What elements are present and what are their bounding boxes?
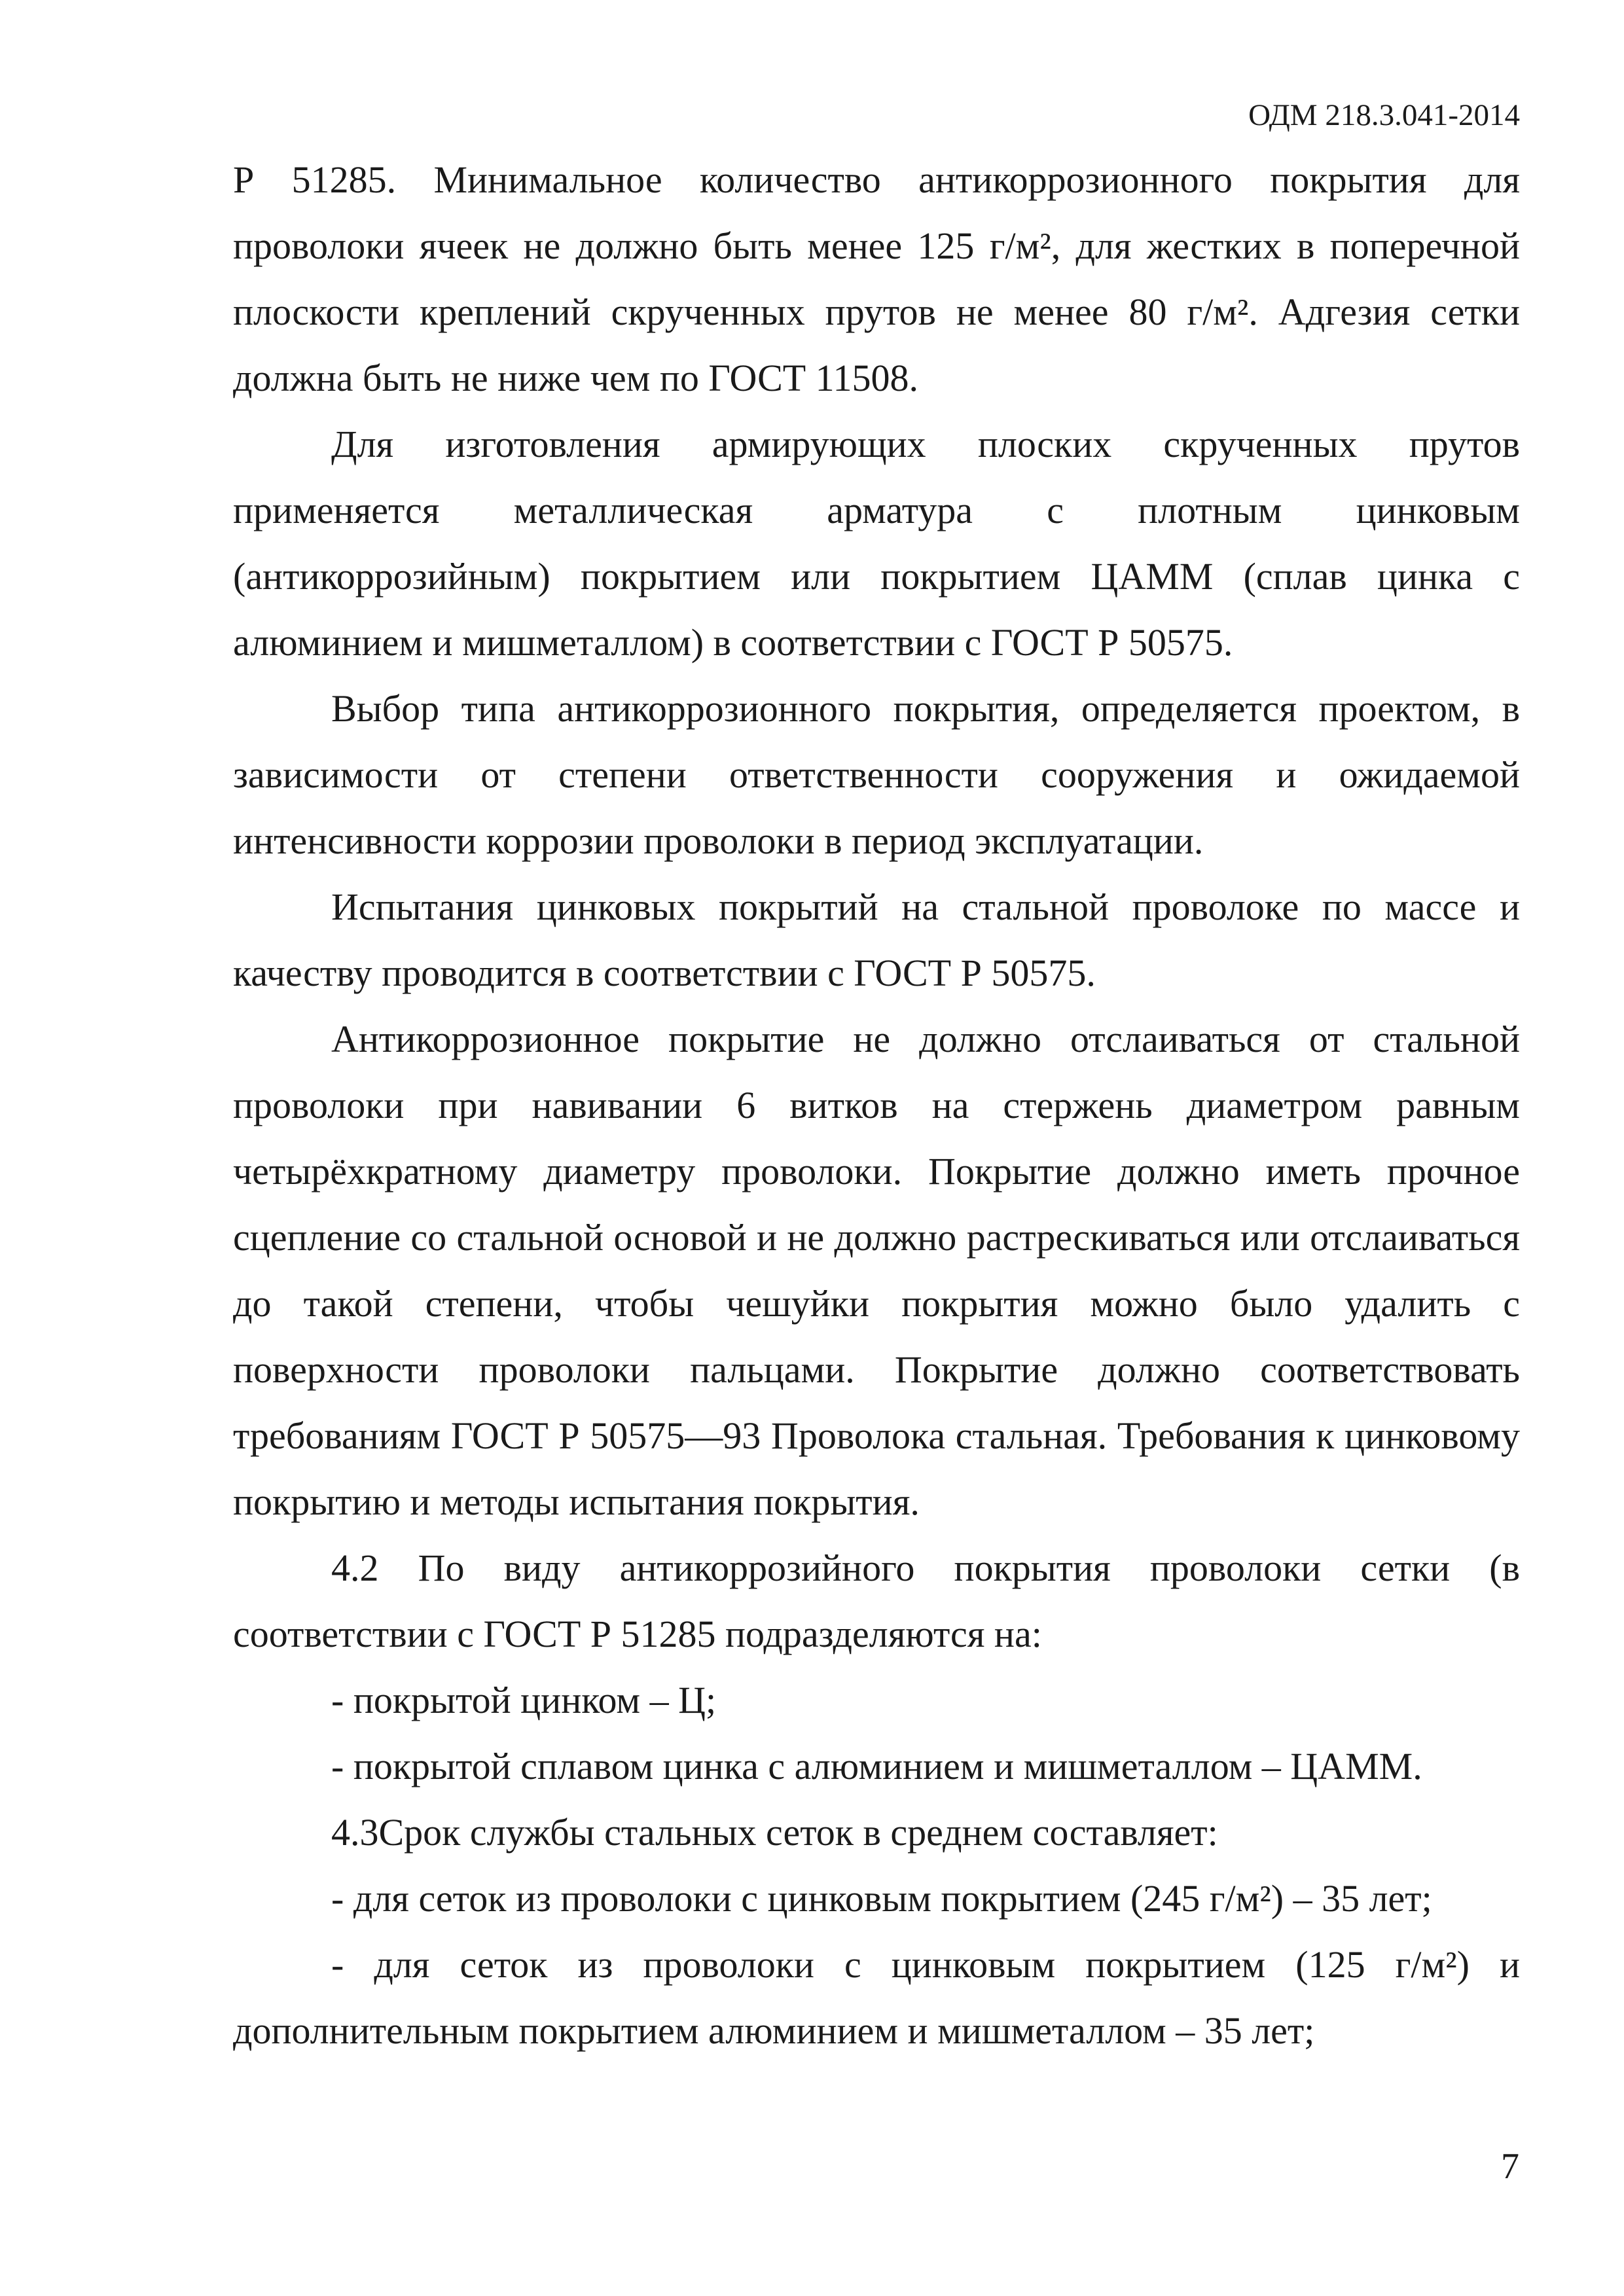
paragraph-section-4-2: 4.2 По виду антикоррозийного покрытия проволоки сетки (в соответствии с ГОСТ Р 51285 подразделяются на: xyxy=(233,1547,1520,1655)
list-item: - покрытой сплавом цинка с алюминием и мишметаллом – ЦАММ. xyxy=(331,1745,1422,1787)
paragraph-coating-choice: Выбор типа антикоррозионного покрытия, определяется проектом, в зависимости от степени ответственности сооружения и ожидаемой интенсивности коррозии проволоки в период эксплуатации. xyxy=(233,687,1520,862)
paragraph-continuation: Р 51285. Минимальное количество антикоррозионного покрытия для проволоки ячеек не должно быть менее 125 г/м², для жестких в поперечной плоскости креплений скрученных прутов не менее 80 г/м². Адгезия сетки должна быть не ниже чем по ГОСТ 11508. xyxy=(233,158,1520,399)
list-item: - для сеток из проволоки с цинковым покрытием (245 г/м²) – 35 лет; xyxy=(331,1877,1432,1920)
page-number: 7 xyxy=(1501,2146,1519,2187)
document-code: ОДМ 218.3.041-2014 xyxy=(1248,98,1520,132)
paragraph-reinforcement: Для изготовления армирующих плоских скрученных прутов применяется металлическая арматура с плотным цинковым (антикоррозийным) покрытием или покрытием ЦАММ (сплав цинка с алюминием и мишметаллом) в соответствии с ГОСТ Р 50575. xyxy=(233,423,1520,664)
body-text xyxy=(233,147,1520,2064)
list-item: - покрытой цинком – Ц; xyxy=(331,1679,717,1721)
paragraph-tests: Испытания цинковых покрытий на стальной проволоке по массе и качеству проводится в соответствии с ГОСТ Р 50575. xyxy=(233,886,1520,994)
paragraph-section-4-3: 4.3Срок службы стальных сеток в среднем составляет: xyxy=(331,1811,1218,1854)
list-item: - для сеток из проволоки с цинковым покрытием (125 г/м²) и дополнительным покрытием алюминием и мишметаллом – 35 лет; xyxy=(233,1943,1520,2052)
paragraph-coating-requirements: Антикоррозионное покрытие не должно отслаиваться от стальной проволоки при навивании 6 витков на стержень диаметром равным четырёхкратному диаметру проволоки. Покрытие должно иметь прочное сцепление со стальной основой и не должно растрескиваться или отслаиваться до такой степени, чтобы чешуйки покрытия можно было удалить с поверхности проволоки пальцами. Покрытие должно соответствовать требованиям ГОСТ Р 50575—93 Проволока стальная. Требования к цинковому покрытию и методы испытания покрытия. xyxy=(233,1018,1520,1523)
